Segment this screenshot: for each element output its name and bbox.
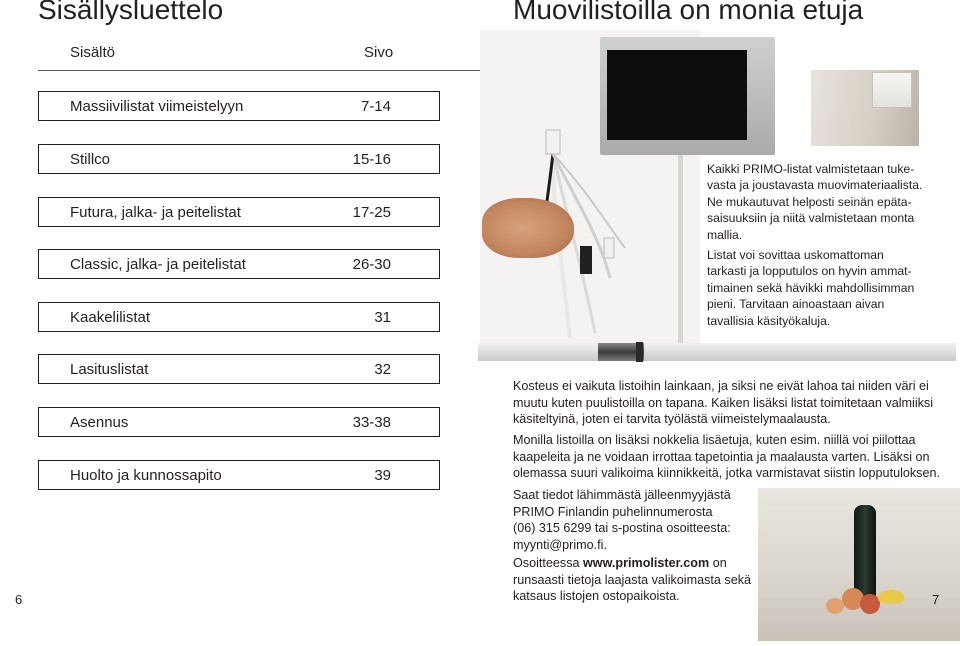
body-paragraph-1 (513, 378, 933, 428)
rail-joint-clip (636, 342, 643, 362)
web-suffix: on (709, 556, 727, 570)
toc-row-page: 7-14 (360, 98, 391, 115)
body-paragraph-2 (513, 432, 940, 482)
toc-row-title: Stillco (70, 151, 111, 168)
web-prefix: Osoitteessa (513, 556, 583, 570)
caption-line: timainen sekä hävikki mahdollisimman (707, 280, 915, 295)
toc-row-page: 15-16 (352, 151, 391, 168)
contact-line: (06) 315 6299 tai s-postina osoitteesta: (513, 521, 731, 536)
toc-row-title: Lasituslistat (70, 361, 149, 378)
toc-column-content: Sisältö (70, 44, 116, 61)
caption-line: saisuuksiin ja niitä valmistetaan monta (707, 211, 915, 226)
room-window (872, 72, 912, 108)
web-link[interactable]: www.primolister.com (583, 556, 710, 570)
contact-email[interactable]: myynti@primo.fi. (513, 537, 607, 552)
toc-row[interactable] (38, 354, 440, 384)
toc-title: Sisällysluettelo (38, 0, 224, 25)
toc-row-page: 26-30 (352, 256, 391, 273)
toc-row-title: Classic, jalka- ja peitelistat (70, 256, 246, 273)
hand-holding-cables (482, 198, 574, 258)
caption-line: Ne mukautuvat helposti seinän epäta- (707, 194, 912, 209)
contact-paragraph (513, 487, 731, 553)
toc-row[interactable] (38, 197, 440, 227)
toc-row-title: Massiivilistat viimeistelyyn (70, 98, 244, 115)
toc-header-rule (38, 70, 480, 71)
caption-paragraph-2 (707, 247, 914, 329)
plastic-rail-photo (478, 343, 956, 361)
caption-line: pieni. Tarvitaan ainoastaan aivan (707, 297, 885, 312)
toc-row-page: 33-38 (352, 414, 391, 431)
caption-line: Kaikki PRIMO-listat valmistetaan tuke- (707, 162, 915, 176)
caption-line: mallia. (707, 227, 743, 242)
web-line: runsaasti tietoja laajasta valikoimasta sekä (513, 572, 752, 587)
toc-row-page: 31 (374, 309, 391, 326)
page-number-right: 7 (932, 592, 940, 607)
tv-screen (607, 50, 747, 140)
toc-row[interactable] (38, 302, 440, 332)
toc-column-page: Sivo (364, 44, 394, 61)
toc-row-page: 32 (374, 361, 391, 378)
toc-row[interactable] (38, 407, 440, 437)
body-line: muutu kuten puulistoilla on tapana. Kaiken lisäksi listat toimitetaan valmiiksi (513, 395, 934, 410)
web-line: katsaus listojen ostopaikoista. (513, 589, 680, 604)
body-line: Kosteus ei vaikuta listoihin lainkaan, ja siksi ne eivät lahoa tai niiden väri ei (513, 379, 929, 393)
contact-line: PRIMO Finlandin puhelinnumerosta (513, 504, 713, 519)
toc-row-title: Kaakelilistat (70, 309, 151, 326)
page-number-left: 6 (15, 592, 23, 607)
toc-row[interactable] (38, 460, 440, 490)
web-line (513, 555, 751, 572)
fruit (826, 598, 844, 614)
body-line: Monilla listoilla on lisäksi nokkelia lisäetuja, kuten esim. niillä voi piilottaa (513, 433, 916, 447)
caption-line: vasta ja joustavasta muovimateriaalista. (707, 178, 923, 193)
toc-row[interactable] (38, 144, 440, 174)
caption-line: Listat voi sovittaa uskomattoman (707, 248, 884, 262)
body-line: käsiteltyinä, joten ei tarvita työlästä viimeistelymaalausta. (513, 412, 831, 427)
toc-row[interactable] (38, 249, 440, 279)
toc-row[interactable] (38, 91, 440, 121)
toc-row-page: 17-25 (352, 204, 391, 221)
web-paragraph (513, 555, 751, 605)
toc-row-page: 39 (374, 467, 391, 484)
caption-line: tavallisia käsityökaluja. (707, 313, 831, 328)
toc-row-title: Futura, jalka- ja peitelistat (70, 204, 241, 221)
toc-row-title: Huolto ja kunnossapito (70, 467, 222, 484)
contact-line: Saat tiedot lähimmästä jälleenmyyjästä (513, 488, 731, 502)
caption-line: tarkasti ja lopputulos on hyvin ammat- (707, 264, 912, 279)
caption-paragraph-1 (707, 161, 922, 243)
page-title: Muovilistoilla on monia etuja (513, 0, 864, 25)
toc-row-title: Asennus (70, 414, 129, 431)
tv-stand (678, 155, 683, 345)
body-line: kaapeleita ja ne voidaan irrottaa tapetointia ja maalausta varten. Lisäksi on (513, 449, 930, 464)
fruit (878, 590, 904, 604)
fruit (860, 594, 880, 614)
body-line: olemassa suuri valikoima kiinnikkeitä, jotka varmistavat siistin lopputuloksen. (513, 466, 940, 481)
